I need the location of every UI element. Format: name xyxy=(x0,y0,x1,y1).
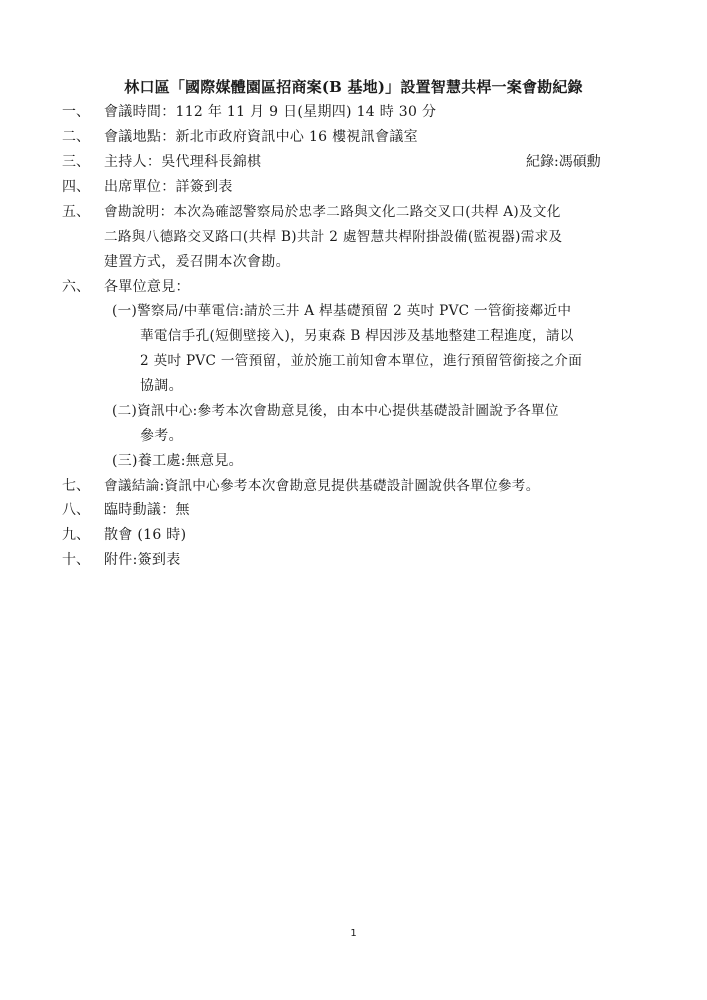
opinion-2-line-1: (二)資訊中心:參考本次會勘意見後，由本中心提供基礎設計圖說予各單位 xyxy=(112,403,559,419)
item-5-line-2: 二路與八德路交叉路口(共桿 B)共計 2 處智慧共桿附掛設備(監視器)需求及 xyxy=(104,229,563,245)
item-9-number: 九、 xyxy=(62,527,90,543)
item-1-text: 會議時間：112 年 11 月 9 日(星期四) 14 時 30 分 xyxy=(104,104,437,120)
recorder-label: 紀錄:馮碩勳 xyxy=(526,154,601,170)
page-number: 1 xyxy=(350,928,357,939)
item-8-number: 八、 xyxy=(62,502,90,518)
item-3-text: 主持人：吳代理科長錦棋 xyxy=(104,154,262,170)
item-8-text: 臨時動議：無 xyxy=(104,502,190,518)
item-3-number: 三、 xyxy=(62,154,90,170)
item-2-number: 二、 xyxy=(62,129,90,145)
opinion-1-line-1: (一)警察局/中華電信:請於三井 A 桿基礎預留 2 英吋 PVC 一管銜接鄰近中 xyxy=(112,303,572,319)
item-5-line-3: 建置方式，爰召開本次會勘。 xyxy=(104,254,290,270)
opinion-2-line-2: 參考。 xyxy=(140,428,183,444)
item-5-number: 五、 xyxy=(62,204,90,220)
item-5-line-1: 會勘說明：本次為確認警察局於忠孝二路與文化二路交叉口(共桿 A)及文化 xyxy=(104,204,561,220)
opinion-1-line-3: 2 英吋 PVC 一管預留，並於施工前知會本單位，進行預留管銜接之介面 xyxy=(140,353,583,369)
document-title: 林口區「國際媒體園區招商案(B 基地)」設置智慧共桿一案會勘紀錄 xyxy=(124,78,583,96)
item-10-text: 附件:簽到表 xyxy=(104,552,181,568)
item-2-text: 會議地點：新北市政府資訊中心 16 樓視訊會議室 xyxy=(104,129,418,145)
item-6-text: 各單位意見： xyxy=(104,279,190,295)
opinion-1-line-4: 協調。 xyxy=(140,378,183,394)
item-7-text: 會議結論:資訊中心參考本次會勘意見提供基礎設計圖說供各單位參考。 xyxy=(104,478,540,494)
item-7-number: 七、 xyxy=(62,478,90,494)
item-6-number: 六、 xyxy=(62,279,90,295)
opinion-3-line-1: (三)養工處:無意見。 xyxy=(112,453,243,469)
item-1-number: 一、 xyxy=(62,104,90,120)
item-9-text: 散會 (16 時) xyxy=(104,527,187,543)
item-4-text: 出席單位：詳簽到表 xyxy=(104,179,233,195)
item-10-number: 十、 xyxy=(62,552,90,568)
item-4-number: 四、 xyxy=(62,179,90,195)
opinion-1-line-2: 華電信手孔(短側壁接入)，另東森 B 桿因涉及基地整建工程進度，請以 xyxy=(140,328,574,344)
